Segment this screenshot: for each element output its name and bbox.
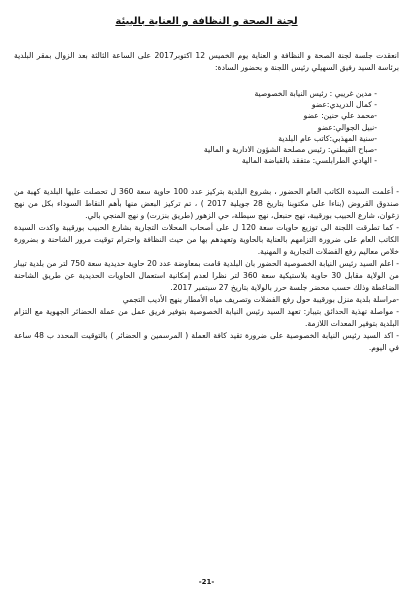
decision-item: - أعلمت السيدة الكاتب العام الحضور ، بشروع البلدية بتركيز عدد 100 حاوية سعة 360 ل تحصلت عليها البلدية كهبة من صندوق القروض (بناءا على مكتوبنا بتاريخ 28 جويلية 2017 ) ، تم تركيز البعض منها بأهم النقاط السوداء بكل من نهج زغوان، شارع الحبيب بورقيبة، نهج حنبعل، نهج سيطلة، حي الزهور (طريق بنزرت) و نهج المنجي بالي. [14,187,399,221]
page-number: -21- [198,578,215,586]
members-list [14,88,399,166]
member-item: -نبيل الجوالي:عضو [317,122,377,132]
member-item: -سنية المهذبي:كاتب عام البلدية [278,133,377,143]
decision-item: - كما تطرقت اللجنة الى توزيع حاويات سعة 120 ل على أصحاب المحلات التجارية بشارع الحبيب بورقيبة واكدت السيدة الكاتب العام على ضرورة التزامهم بالعناية بالحاوية وتعهدهم بها من حيث النظافة واحترام توقيت مرور الشاحنة و بضرورة خلاص معاليم رفع الفضلات التجارية و المهنية. [14,223,399,257]
intro-paragraph: انعقدت جلسة لجنة الصحة و النظافة و العناية يوم الخميس 12 اكتوبر2017 على الساعة الثالثة بعد الزوال بمقر البلدية برئاسة السيد رفيق السهيلي رئيس اللجنة و بحضور السادة: [14,51,399,72]
decision-item: - اكد السيد رئيس النيابة الخصوصية على ضرورة تقيد كافة العملة ( المرسمين و الحضائر ) بالتوقيت المحدد ب 48 ساعة في اليوم. [14,331,399,353]
decision-item: -مراسلة بلدية منزل بورقيبة حول رفع الفضلات وتصريف مياه الأمطار بنهج الأديب التجمي [122,295,399,305]
member-item: - كمال الدريدي:عضو [311,100,377,110]
decision-item: - اعلم السيد رئيس النيابة الخصوصية الحضور بان البلدية قامت بمعاوضة عدد 20 حاوية حديدية سعة 750 لتر من بلدية تيبار من الولاية مقابل 30 حاوية بلاستيكية سعة 360 لتر نظرا لعدم إمكانية استعمال الحاويات الحديدية عن طريق الشاحنة الضاغطة وذلك حسب محضر جلسة حرر بالولاية بتاريخ 27 سبتمبر 2017. [14,259,399,293]
member-item: -محمد علي حنين: عضو [303,111,377,121]
document-title: لجنة الصحة و النظافة و العناية بالبيئة [115,16,298,27]
member-item: -صباح القيطني: رئيس مصلحة الشؤون الادارية و المالية [203,145,377,155]
member-item: - الهادي الطرابلسي: متفقد بالقباضة المالية [241,156,377,166]
decisions-list [14,186,399,354]
decision-item: - مواصلة تهذية الحدائق بتيبار: تعهد السيد رئيس النيابة الخصوصية بتوفير فريق عمل من عملة الحضائر الجهوية مع التزام البلدية بتوفير المعدات اللازمة. [14,307,399,329]
member-item: - مدين غريبي : رئيس النيابة الخصوصية [254,89,377,98]
